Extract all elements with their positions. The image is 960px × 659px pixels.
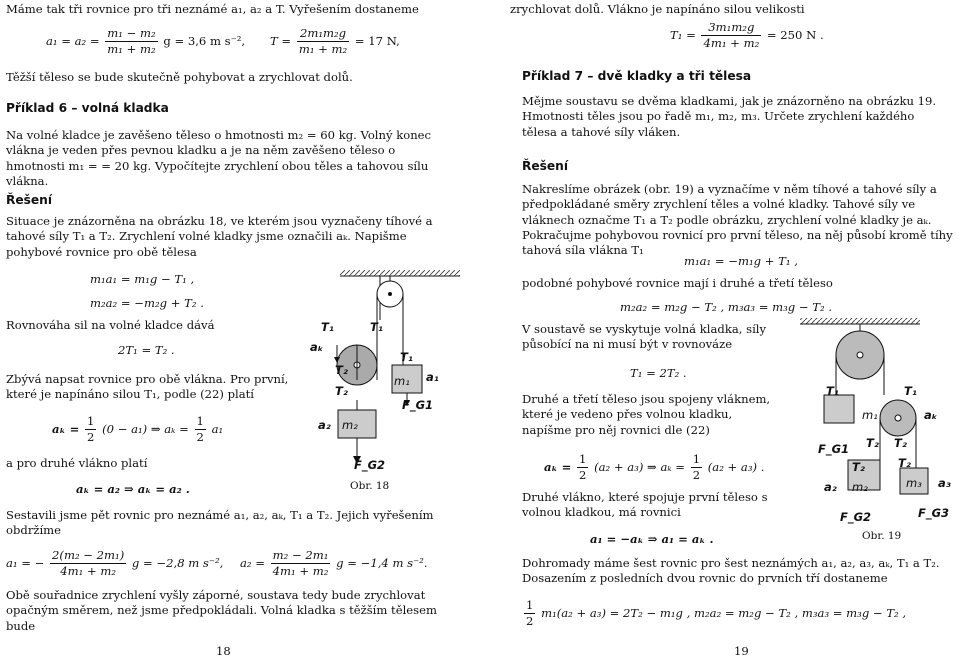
label7-m3: m₃ — [906, 476, 922, 490]
second-line: a pro druhé vlákno platí — [6, 456, 148, 470]
equation-7-2: m₂a₂ = m₂g − T₂ , m₃a₃ = m₃g − T₂ . — [620, 300, 833, 314]
label7-a3: a₃ — [938, 476, 951, 490]
total-text: Dohromady máme šest rovnic pro šest neznámých a₁, a₂, a₃, aₖ, T₁ a T₂. Dosazením z posledních dvou rovnic do prvních tří dostaneme — [522, 556, 940, 586]
label-m2: m₂ — [342, 418, 358, 432]
page-number: 18 — [216, 644, 231, 658]
final-equation-a2: a₂ = $\frac{\text{m₂ − 2m₁}}{\text{4m₁ + m₂}}$ g = −1,4 m s⁻². — [240, 548, 428, 579]
equation-3: 2T₁ = T₂ . — [118, 343, 175, 357]
second-third-text: Druhé a třetí těleso jsou spojeny vláknem, které je vedeno přes volnou kladku, napíšme pro něj rovnici dle (22) — [522, 392, 771, 437]
label7-ak: aₖ — [924, 408, 938, 422]
heavier-line: Těžší těleso se bude skutečně pohybovat a zrychlovat dolů. — [6, 70, 353, 84]
remaining-text: Zbývá napsat rovnice pro obě vlákna. Pro první, které je napínáno silou T₁, podle (22) platí — [6, 372, 289, 402]
system-text: V soustavě se vyskytuje volná kladka, síly působící na ni musí být v rovnováze — [522, 322, 767, 352]
balance-line: Rovnováha sil na volné kladce dává — [6, 318, 215, 332]
label-FG2: F_G2 — [354, 458, 386, 472]
label7-FG2: F_G2 — [840, 510, 872, 524]
equation-7-5: a₁ = −aₖ ⇒ a₁ = aₖ . — [590, 532, 714, 546]
solution-text: Situace je znázorněna na obrázku 18, ve kterém jsou vyznačeny tíhové a tahové síly T₁ a T₂. Zrychlení volné kladky jsme označili aₖ. Napišme pohybové rovnice pro obě tělesa — [6, 214, 433, 259]
result-equation-a: a₁ = a₂ = $\frac{\text{m₁ − m₂}}{\text{m₁ + m₂}}$ g = 3,6 m s⁻², — [46, 26, 246, 57]
page-number-19: 19 — [734, 644, 749, 658]
label7-T2-b: T₂ — [894, 436, 907, 450]
equation-5: aₖ = a₂ ⇒ aₖ = a₂ . — [76, 482, 190, 496]
result-equation-T: T = $\frac{\text{2m₁m₂g}}{\text{m₁ + m₂}}$ = 17 N, — [270, 26, 400, 57]
equation-1: m₁a₁ = m₁g − T₁ , — [90, 272, 195, 286]
label7-T2-c: T₂ — [852, 460, 865, 474]
label7-T1-b: T₁ — [904, 384, 917, 398]
similar-text: podobné pohybové rovnice mají i druhé a třetí těleso — [522, 276, 833, 290]
final-equation-7: $\frac{1}{2}$ m₁(a₂ + a₃) = 2T₂ − m₁g , m₂a₂ = m₂g − T₂ , m₃a₃ = m₃g − T₂ , — [526, 598, 907, 629]
label7-FG3: F_G3 — [918, 506, 950, 520]
label-ak: aₖ — [310, 340, 324, 354]
block-m1-19 — [824, 395, 854, 423]
label7-FG1: F_G1 — [818, 442, 850, 456]
label-a2: a₂ — [318, 418, 331, 432]
example7-text: Mějme soustavu se dvěma kladkami, jak je znázorněno na obrázku 19. Hmotnosti těles jsou po řadě m₁, m₂, m₃. Určete zrychlení každého tělesa a tahové síly vláken. — [522, 94, 937, 139]
label7-T1-a: T₁ — [826, 384, 839, 398]
label7-a2: a₂ — [824, 480, 837, 494]
label-a1: a₁ — [426, 370, 439, 384]
equation-7-4: aₖ = $\frac{1}{2}$ (a₂ + a₃) ⇒ aₖ = $\frac{1}{2}$ (a₂ + a₃) . — [544, 452, 765, 483]
label-m1: m₁ — [394, 374, 410, 388]
label-T1-right: T₁ — [370, 320, 383, 334]
equation-2: m₂a₂ = −m₂g + T₂ . — [90, 296, 204, 310]
solution-text-7: Nakreslíme obrázek (obr. 19) a vyznačíme v něm tíhové a tahové síly a předpokládané směry zrychlení těles a volné kladky. Tahové síly ve vláknech označme T₁ a T₂ podle obrázku, zrychlení volné kladky je aₖ. Pokračujme pohybovou rovnicí pro první těleso, na něj působí kromě tíhy tahová síla vlákna T₁ — [522, 182, 953, 258]
closing-text: Obě souřadnice zrychlení vyšly záporné, soustava tedy bude zrychlovat opačným směrem, než jsme předpokládali. Volná kladka s těžším tělesem bude — [6, 588, 437, 633]
label-FG1: F_G1 — [402, 398, 434, 412]
label-T2-a: T₂ — [335, 363, 348, 377]
ceiling-19 — [800, 318, 920, 324]
example6-title: Příklad 6 – volná kladka — [6, 101, 169, 115]
label7-m2: m₂ — [852, 480, 868, 494]
ceiling — [340, 270, 460, 276]
solve-text: Sestavili jsme pět rovnic pro neznámé a₁, a₂, aₖ, T₁ a T₂. Jejich vyřešením obdržíme — [6, 508, 434, 538]
label-T1-lower: T₁ — [400, 350, 413, 364]
fraction: $\frac{\text{m₁ − m₂}}{\text{m₁ + m₂}}$ — [107, 26, 156, 57]
top-line: zrychlovat dolů. Vlákno je napínáno silou velikosti — [510, 2, 805, 16]
intro-line: Máme tak tři rovnice pro tři neznámé a₁, a₂ a T. Vyřešením dostaneme — [6, 2, 419, 16]
example6-text: Na volné kladce je zavěšeno těleso o hmotnosti m₂ = 60 kg. Volný konec vlákna je veden přes pevnou kladku a je na něm zavěšeno těleso o hmotnosti m₁ = = 20 kg. Vypočítejte zrychlení obou těles a tahovou sílu vlákna. — [6, 128, 432, 188]
figure-18-caption: Obr. 18 — [350, 480, 390, 492]
solution-title-7: Řešení — [522, 159, 569, 173]
label7-T2-d: T₂ — [898, 456, 911, 470]
T1-equation: T₁ = $\frac{\text{3m₁m₂g}}{\text{4m₁ + m₂}}$ = 250 N . — [670, 20, 824, 51]
figure-19-caption: Obr. 19 — [862, 530, 902, 542]
figure-18 — [300, 250, 480, 500]
label-T1: T₁ — [321, 320, 334, 334]
equation-7-1: m₁a₁ = −m₁g + T₁ , — [684, 254, 798, 268]
equation-4: aₖ = $\frac{1}{2}$ (0 − a₁) ⇒ aₖ = $\frac{1}{2}$ a₁ — [52, 414, 224, 445]
label7-T2-a: T₂ — [866, 436, 879, 450]
equation-7-3: T₁ = 2T₂ . — [630, 366, 687, 380]
final-equation-a1: a₁ = − $\frac{\text{2(m₂ − 2m₁)}}{\text{4m₁ + m₂}}$ g = −2,8 m s⁻², — [6, 548, 224, 579]
label-T2-b: T₂ — [335, 384, 348, 398]
solution-title: Řešení — [6, 193, 53, 207]
label7-m1: m₁ — [862, 408, 878, 422]
second-fiber-text: Druhé vlákno, které spojuje první těleso s volnou kladkou, má rovnici — [522, 490, 768, 520]
example7-title: Příklad 7 – dvě kladky a tři tělesa — [522, 69, 752, 83]
